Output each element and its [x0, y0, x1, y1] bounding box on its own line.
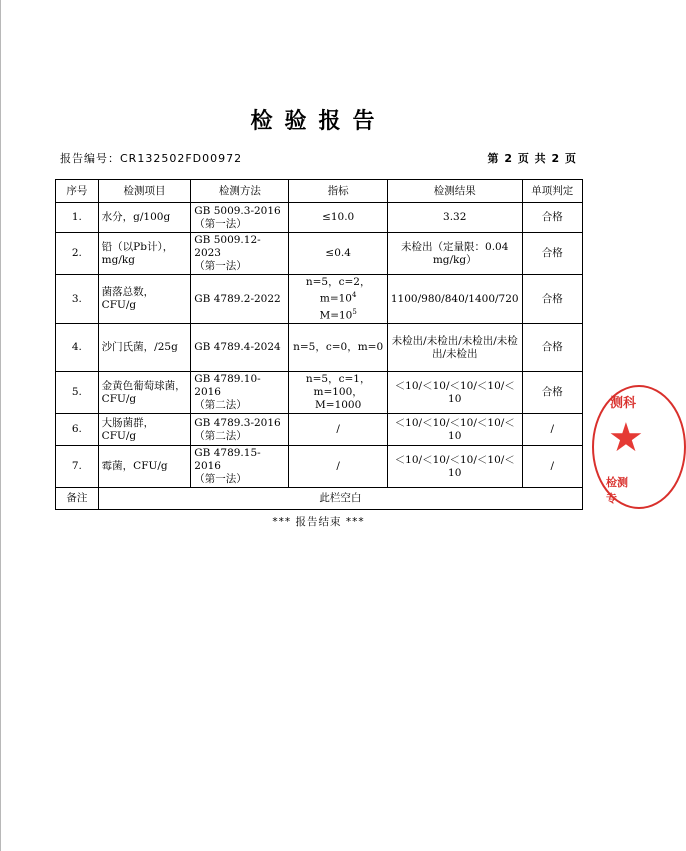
method-standard: GB 5009.12-2023	[194, 234, 261, 259]
row-verdict: 合格	[522, 275, 582, 324]
row-method	[191, 233, 289, 275]
header-verdict: 单项判定	[522, 180, 582, 203]
header-item: 检测项目	[98, 180, 191, 203]
row-result: 未检出（定量限：0.04 mg/kg）	[387, 233, 522, 275]
row-no: 5.	[56, 372, 99, 414]
row-index: /	[289, 414, 387, 446]
row-no: 3.	[56, 275, 99, 324]
row-method	[191, 446, 289, 488]
header-method: 检测方法	[191, 180, 289, 203]
method-standard: GB 5009.3-2016	[194, 204, 281, 217]
row-verdict: 合格	[522, 324, 582, 372]
method-standard: GB 4789.10-2016	[194, 373, 261, 398]
row-index: n=5，c=0，m=0	[289, 324, 387, 372]
row-item: 大肠菌群，CFU/g	[98, 414, 191, 446]
row-index: ≤10.0	[289, 203, 387, 233]
method-standard: GB 4789.3-2016	[194, 416, 281, 429]
row-item: 铅（以Pb计），mg/kg	[98, 233, 191, 275]
method-standard: GB 4789.15-2016	[194, 447, 261, 472]
table-row	[56, 203, 583, 233]
row-item: 菌落总数，CFU/g	[98, 275, 191, 324]
table-row	[56, 233, 583, 275]
report-end-marker: *** 报告结束 ***	[272, 516, 365, 528]
row-no: 4.	[56, 324, 99, 372]
index-line-2: $M=10^5$	[319, 307, 357, 321]
row-no: 1.	[56, 203, 99, 233]
row-result: ＜10/＜10/＜10/＜10/＜10	[387, 414, 522, 446]
page-indicator: 第 2 页 共 2 页	[487, 152, 577, 165]
row-verdict: /	[522, 414, 582, 446]
row-verdict: 合格	[522, 233, 582, 275]
method-note: （第一法）	[194, 217, 247, 230]
index-line-1: n=5，c=2，$m=10^4$	[305, 276, 371, 305]
row-item: 金黄色葡萄球菌，CFU/g	[98, 372, 191, 414]
row-index: /	[289, 446, 387, 488]
report-title: 检验报告	[250, 109, 387, 134]
row-index: n=5，c=1，m=100，M=1000	[289, 372, 387, 414]
table-row	[56, 275, 583, 324]
row-item: 沙门氏菌，/25g	[98, 324, 191, 372]
method-note: （第一法）	[194, 473, 247, 485]
row-method	[191, 203, 289, 233]
row-verdict: /	[522, 446, 582, 488]
header-index: 指标	[289, 180, 387, 203]
method-note: （第一法）	[194, 260, 247, 272]
report-number: 报告编号：CR132502FD00972	[60, 152, 243, 165]
row-index: ≤0.4	[289, 233, 387, 275]
row-method: GB 4789.2-2022	[191, 275, 289, 324]
method-note: （第二法）	[194, 399, 247, 411]
row-result: ＜10/＜10/＜10/＜10/＜10	[387, 372, 522, 414]
table-row	[56, 324, 583, 372]
table-row	[56, 372, 583, 414]
row-item: 水分，g/100g	[98, 203, 191, 233]
row-item: 霉菌，CFU/g	[98, 446, 191, 488]
row-result: 未检出/未检出/未检出/未检出/未检出	[387, 324, 522, 372]
seal-text-bottom: 检测专	[606, 476, 628, 505]
row-result: 1100/980/840/1400/720	[387, 275, 522, 324]
header-result: 检测结果	[387, 180, 522, 203]
seal-text-top: 测科	[610, 396, 637, 411]
table-row	[56, 414, 583, 446]
table-header-row	[56, 180, 583, 203]
index-exponent: 4	[351, 291, 357, 299]
row-index	[289, 275, 387, 324]
results-table	[55, 179, 583, 510]
header-no: 序号	[56, 180, 99, 203]
star-icon: ★	[608, 415, 644, 461]
index-exponent: 5	[352, 307, 357, 316]
row-verdict: 合格	[522, 372, 582, 414]
row-method	[191, 414, 289, 446]
remark-label: 备注	[56, 488, 99, 510]
row-verdict: 合格	[522, 203, 582, 233]
row-result: ＜10/＜10/＜10/＜10/＜10	[387, 446, 522, 488]
row-no: 2.	[56, 233, 99, 275]
table-row	[56, 446, 583, 488]
row-method	[191, 372, 289, 414]
remark-row	[56, 488, 583, 510]
remark-value: 此栏空白	[98, 488, 582, 510]
row-method: GB 4789.4-2024	[191, 324, 289, 372]
row-result: 3.32	[387, 203, 522, 233]
method-note: （第二法）	[194, 429, 247, 442]
row-no: 6.	[56, 414, 99, 446]
row-no: 7.	[56, 446, 99, 488]
